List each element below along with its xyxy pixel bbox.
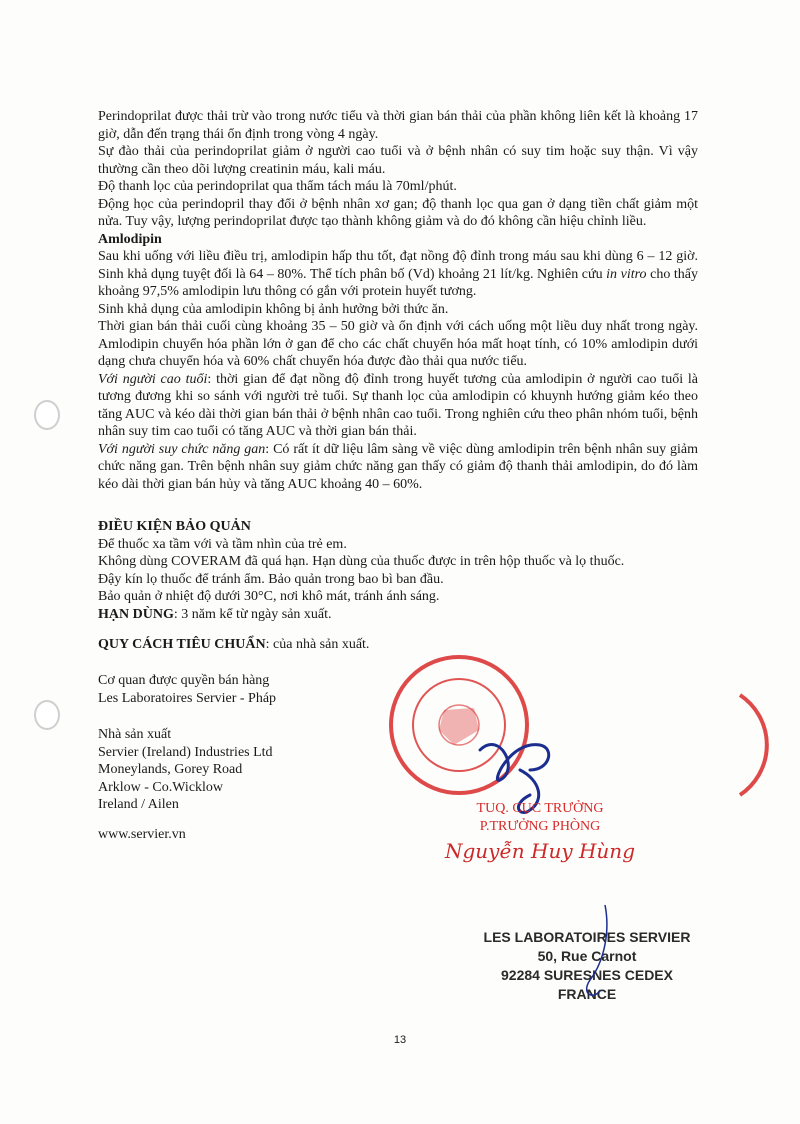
storage-line: Bảo quản ở nhiệt độ dưới 30°C, nơi khô mát, tránh ánh sáng. bbox=[98, 589, 440, 604]
marketing-name: Les Laboratoires Servier - Pháp bbox=[98, 690, 277, 706]
paragraph: Sự đào thải của perindoprilat giảm ở người cao tuổi và ở bệnh nhân có suy tim hoặc suy thận. Vì vậy thường cần theo dõi lượng creatinin máu, kali máu. bbox=[98, 144, 698, 177]
company-signature bbox=[560, 900, 620, 1010]
website bbox=[98, 826, 398, 844]
spec-text: : của nhà sản xuất. bbox=[265, 637, 370, 652]
approval-line: P.TRƯỞNG PHÒNG bbox=[479, 819, 601, 834]
text-run: : Có rất ít dữ liệu lâm sàng về việc dùng amlodipin trên bệnh nhân suy giảm chức năng gan. Trên bệnh nhân suy giảm chức năng gan thấy có giảm độ thanh thải amlodipin, do đó làm kéo dài thời gian bán hủy và tăng AUC khoảng 40 – 60%. bbox=[98, 441, 698, 492]
marketing-label: Cơ quan được quyền bán hàng bbox=[98, 673, 270, 688]
hepatic-label: Với người suy chức năng gan bbox=[98, 441, 266, 457]
approval-line: TUQ. CỤC TRƯỞNG bbox=[476, 801, 604, 816]
storage-heading: ĐIỀU KIỆN BẢO QUẢN bbox=[98, 519, 251, 534]
paragraph: Thời gian bán thải cuối cùng khoảng 35 – 50 giờ và ổn định với cách uống một liều duy nhất trong ngày. Amlodipin chuyển hóa phần lớn ở gan để cho các chất chuyển hóa mất hoạt tính, có 10% amlodipin dưới dạng chưa chuyển hóa và 60% chất chuyển hóa được đào thải qua nước tiểu. bbox=[98, 319, 698, 369]
storage-line: Đậy kín lọ thuốc để tránh ẩm. Bảo quản trong bao bì ban đầu. bbox=[98, 571, 444, 587]
approval-block bbox=[440, 800, 640, 863]
paragraph: Độ thanh lọc của perindoprilat qua thẩm tách máu là 70ml/phút. bbox=[98, 179, 457, 194]
pharmacokinetics-section bbox=[98, 108, 698, 493]
marketing-holder bbox=[98, 672, 398, 707]
manufacturer-address: Ireland / Ailen bbox=[98, 797, 179, 812]
paragraph bbox=[98, 371, 698, 441]
paragraph: Perindoprilat được thải trừ vào trong nước tiểu và thời gian bán thải của phần không liên kết là khoảng 17 giờ, dẫn đến trạng thái ổn định trong vòng 4 ngày. bbox=[98, 109, 698, 142]
elderly-label: Với người cao tuổi bbox=[98, 371, 208, 387]
page-number: 13 bbox=[393, 1034, 407, 1046]
manufacturer-address: Moneylands, Gorey Road bbox=[98, 762, 243, 777]
text-run: cho thấy khoảng 97,5% amlodipin lưu thông có gắn với protein huyết tương. bbox=[98, 266, 698, 299]
manufacturer-block bbox=[98, 726, 398, 814]
partial-stamp bbox=[730, 690, 790, 800]
manufacturer-label: Nhà sản xuất bbox=[98, 727, 172, 742]
italic-term: in vitro bbox=[606, 266, 647, 282]
paragraph: Sinh khả dụng của amlodipin không bị ảnh hưởng bởi thức ăn. bbox=[98, 301, 449, 317]
company-line: LES LABORATOIRES SERVIER bbox=[483, 929, 691, 945]
storage-line: Để thuốc xa tầm với và tầm nhìn của trẻ em. bbox=[98, 536, 347, 552]
website-link: www.servier.vn bbox=[98, 827, 186, 842]
spec-label: QUY CÁCH TIÊU CHUẨN bbox=[98, 637, 266, 652]
punch-hole bbox=[34, 700, 60, 730]
storage-line: Không dùng COVERAM đã quá hạn. Hạn dùng của thuốc được in trên hộp thuốc và lọ thuốc. bbox=[98, 554, 625, 569]
shelf-life-label: HẠN DÙNG bbox=[98, 606, 174, 622]
text-run: : thời gian để đạt nồng độ đỉnh trong huyết tương của amlodipin ở người cao tuổi là tương đương khi so sánh với người trẻ tuổi. Sự thanh lọc của amlodipin có khuynh hướng giảm kéo theo tăng AUC và kéo dài thời gian bán thải ở bệnh nhân cao tuổi. Trong nghiên cứu theo phân nhóm tuổi, bệnh nhân suy tim cao tuổi có tăng AUC và thời gian bán thải. bbox=[98, 371, 699, 439]
shelf-life-text: : 3 năm kể từ ngày sản xuất. bbox=[173, 606, 332, 622]
storage-section bbox=[98, 518, 698, 623]
signer-name: Nguyễn Huy Hùng bbox=[444, 839, 635, 863]
paragraph: Động học của perindopril thay đổi ở bệnh nhân xơ gan; độ thanh lọc qua gan ở dạng tiền chất giảm một nửa. Tuy vậy, lượng perindoprilat được tạo thành không giảm và do đó không cần hiệu chỉnh liều. bbox=[98, 196, 698, 229]
company-line: FRANCE bbox=[557, 986, 617, 1002]
manufacturer-address: Arklow - Co.Wicklow bbox=[98, 779, 224, 795]
company-line: 50, Rue Carnot bbox=[537, 948, 637, 964]
shelf-life bbox=[98, 606, 698, 624]
company-line: 92284 SURESNES CEDEX bbox=[501, 967, 673, 983]
punch-hole bbox=[34, 400, 60, 430]
paragraph bbox=[98, 248, 698, 301]
paragraph bbox=[98, 441, 698, 494]
manufacturer-name: Servier (Ireland) Industries Ltd bbox=[98, 744, 273, 760]
text-run: Sau khi uống với liều điều trị, amlodipin hấp thu tốt, đạt nồng độ đỉnh trong máu sau khi dùng 6 – 12 giờ. Sinh khả dụng tuyệt đối là 64 – 80%. Thể tích phân bố (Vd) khoảng 21 lít/kg. Nghiên cứu bbox=[98, 249, 698, 282]
amlodipin-heading: Amlodipin bbox=[98, 231, 162, 247]
